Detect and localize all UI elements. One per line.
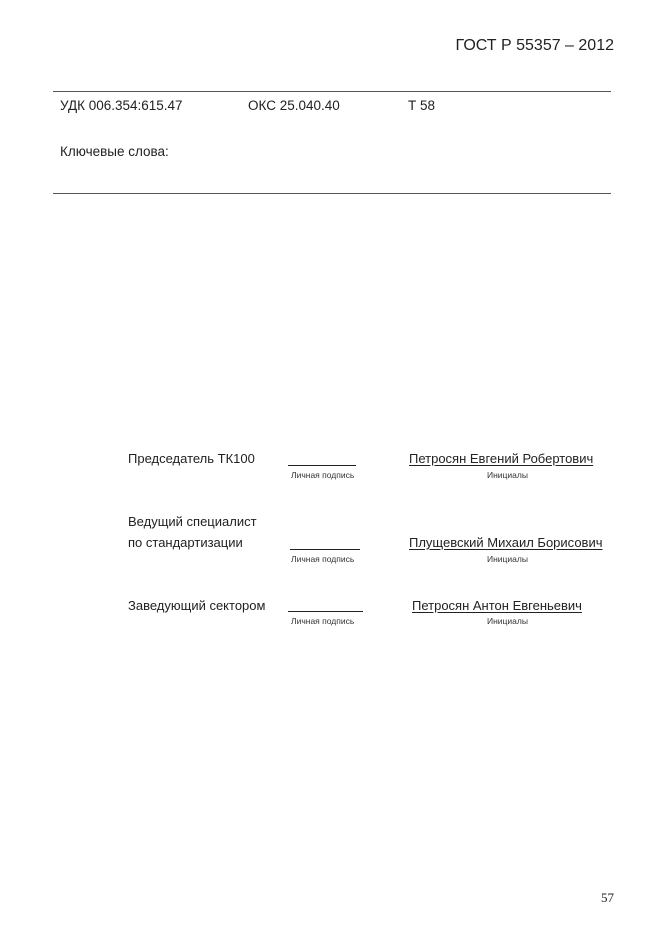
keywords-label: Ключевые слова: [60,144,169,159]
signature-caption: Личная подпись [291,470,355,480]
bottom-rule [53,193,611,194]
signature-caption: Личная подпись [291,554,355,564]
page-number: 57 [601,890,614,905]
oks-code: ОКС 25.040.40 [248,98,340,113]
top-rule [53,91,611,92]
signer-name: Петросян Антон Евгеньевич [412,598,582,613]
signature-line [288,465,356,466]
standard-code: ГОСТ Р 55357 – 2012 [455,37,614,54]
name-caption: Инициалы [487,470,528,480]
signer-role: Заведующий сектором [128,598,266,613]
signature-caption: Личная подпись [291,616,355,626]
name-caption: Инициалы [487,554,528,564]
signer-role: Председатель ТК100 [128,451,255,466]
signer-name: Петросян Евгений Робертович [409,451,594,466]
signature-line [288,611,363,612]
name-caption: Инициалы [487,616,528,626]
signer-name: Плущевский Михаил Борисович [409,535,603,550]
udk-code: УДК 006.354:615.47 [60,98,183,113]
signer-role-line-2: по стандартизации [128,535,243,550]
signer-role-line-1: Ведущий специалист [128,514,257,529]
t-code: Т 58 [408,98,436,113]
signature-line [290,549,360,550]
